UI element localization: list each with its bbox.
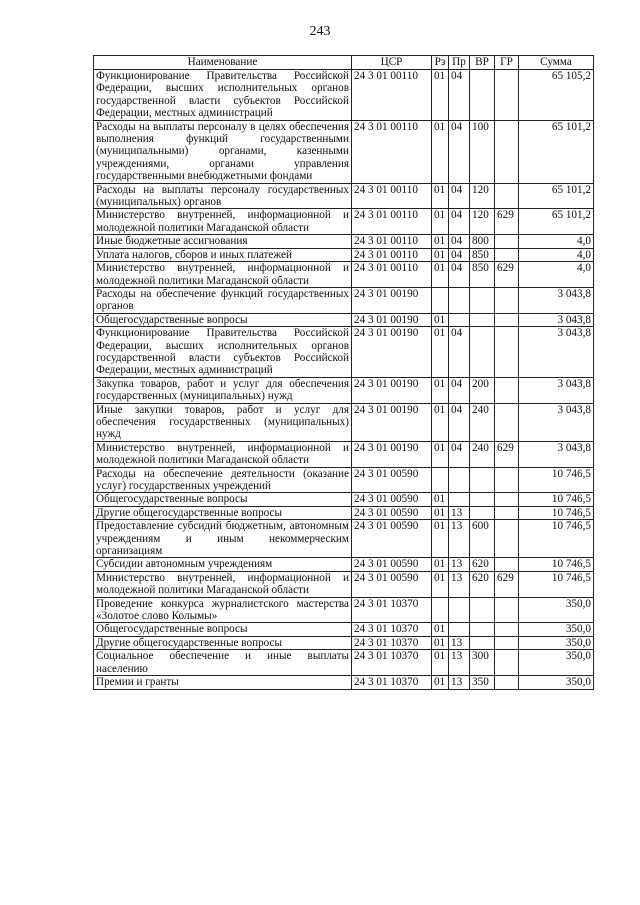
cell-sum: 3 043,8	[519, 287, 594, 313]
cell-csr: 24 3 01 00190	[352, 403, 432, 441]
cell-sum: 10 746,5	[519, 520, 594, 558]
cell-csr: 24 3 01 00110	[352, 70, 432, 121]
table-row	[94, 120, 594, 183]
cell-csr: 24 3 01 00590	[352, 506, 432, 519]
cell-pr: 04	[449, 403, 470, 441]
cell-vr: 600	[470, 520, 495, 558]
page-number: 243	[309, 24, 331, 39]
cell-vr	[470, 493, 495, 506]
cell-gr	[495, 650, 519, 676]
cell-sum: 10 746,5	[519, 467, 594, 493]
cell-name: Министерство внутренней, информационной и молодежной политики Магаданской области	[94, 441, 352, 467]
cell-gr	[495, 327, 519, 378]
cell-name: Другие общегосударственные вопросы	[94, 506, 352, 519]
cell-vr	[470, 636, 495, 649]
cell-rz	[432, 597, 449, 623]
cell-name: Иные бюджетные ассигнования	[94, 235, 352, 248]
cell-sum: 350,0	[519, 597, 594, 623]
cell-name: Проведение конкурса журналистского мастерства «Золотое слово Колымы»	[94, 597, 352, 623]
table-row	[94, 467, 594, 493]
cell-sum: 10 746,5	[519, 493, 594, 506]
cell-pr: 13	[449, 558, 470, 571]
cell-vr	[470, 327, 495, 378]
cell-gr: 629	[495, 571, 519, 597]
cell-name: Закупка товаров, работ и услуг для обеспечения государственных (муниципальных) нужд	[94, 377, 352, 403]
table-row	[94, 558, 594, 571]
cell-pr	[449, 493, 470, 506]
cell-gr: 629	[495, 441, 519, 467]
cell-sum: 65 101,2	[519, 183, 594, 209]
table-row	[94, 377, 594, 403]
cell-sum: 4,0	[519, 248, 594, 261]
cell-pr: 04	[449, 183, 470, 209]
cell-csr: 24 3 01 00110	[352, 248, 432, 261]
cell-vr: 240	[470, 403, 495, 441]
cell-name: Общегосударственные вопросы	[94, 623, 352, 636]
cell-name: Расходы на выплаты персоналу государственных (муниципальных) органов	[94, 183, 352, 209]
cell-vr: 120	[470, 209, 495, 235]
budget-table	[93, 55, 594, 690]
cell-vr: 850	[470, 262, 495, 288]
table-row	[94, 287, 594, 313]
cell-sum: 65 101,2	[519, 120, 594, 183]
cell-gr: 629	[495, 209, 519, 235]
cell-rz: 01	[432, 636, 449, 649]
cell-vr: 100	[470, 120, 495, 183]
cell-sum: 3 043,8	[519, 441, 594, 467]
cell-name: Функционирование Правительства Российской Федерации, высших исполнительных органов государственной власти субъектов Российской Федерации, местных администраций	[94, 70, 352, 121]
cell-name: Функционирование Правительства Российской Федерации, высших исполнительных органов государственной власти субъектов Российской Федерации, местных администраций	[94, 327, 352, 378]
cell-csr: 24 3 01 00190	[352, 377, 432, 403]
cell-rz: 01	[432, 403, 449, 441]
cell-vr	[470, 313, 495, 326]
cell-pr: 13	[449, 506, 470, 519]
cell-csr: 24 3 01 00110	[352, 120, 432, 183]
cell-pr	[449, 623, 470, 636]
table-row	[94, 313, 594, 326]
cell-gr	[495, 313, 519, 326]
cell-csr: 24 3 01 10370	[352, 650, 432, 676]
cell-rz	[432, 287, 449, 313]
cell-gr	[495, 183, 519, 209]
cell-name: Другие общегосударственные вопросы	[94, 636, 352, 649]
cell-gr	[495, 520, 519, 558]
cell-vr: 350	[470, 676, 495, 689]
cell-gr	[495, 506, 519, 519]
cell-sum: 350,0	[519, 623, 594, 636]
cell-gr	[495, 70, 519, 121]
cell-csr: 24 3 01 00190	[352, 441, 432, 467]
cell-vr: 240	[470, 441, 495, 467]
cell-name: Субсидии автономным учреждениям	[94, 558, 352, 571]
cell-gr	[495, 377, 519, 403]
cell-csr: 24 3 01 00110	[352, 209, 432, 235]
cell-vr	[470, 467, 495, 493]
cell-sum: 350,0	[519, 676, 594, 689]
cell-rz: 01	[432, 313, 449, 326]
cell-sum: 350,0	[519, 636, 594, 649]
table-row	[94, 248, 594, 261]
cell-gr	[495, 558, 519, 571]
cell-pr: 04	[449, 248, 470, 261]
cell-rz: 01	[432, 183, 449, 209]
cell-gr	[495, 403, 519, 441]
cell-name: Расходы на обеспечение функций государственных органов	[94, 287, 352, 313]
cell-rz: 01	[432, 262, 449, 288]
table-row	[94, 520, 594, 558]
cell-rz: 01	[432, 493, 449, 506]
cell-name: Расходы на обеспечение деятельности (оказание услуг) государственных учреждений	[94, 467, 352, 493]
header-gr: ГР	[495, 56, 519, 70]
cell-pr	[449, 313, 470, 326]
cell-gr	[495, 493, 519, 506]
table-row	[94, 327, 594, 378]
header-rz: Рз	[432, 56, 449, 70]
cell-csr: 24 3 01 00110	[352, 235, 432, 248]
header-sum: Сумма	[519, 56, 594, 70]
table-row	[94, 597, 594, 623]
cell-gr	[495, 248, 519, 261]
cell-csr: 24 3 01 00190	[352, 327, 432, 378]
table-row	[94, 262, 594, 288]
cell-csr: 24 3 01 10370	[352, 676, 432, 689]
table-row	[94, 571, 594, 597]
cell-rz: 01	[432, 70, 449, 121]
cell-sum: 4,0	[519, 262, 594, 288]
cell-gr	[495, 636, 519, 649]
table-row	[94, 636, 594, 649]
cell-pr: 13	[449, 571, 470, 597]
cell-rz: 01	[432, 441, 449, 467]
cell-sum: 65 101,2	[519, 209, 594, 235]
cell-vr: 620	[470, 558, 495, 571]
cell-name: Министерство внутренней, информационной и молодежной политики Магаданской области	[94, 209, 352, 235]
cell-pr	[449, 597, 470, 623]
cell-name: Министерство внутренней, информационной и молодежной политики Магаданской области	[94, 571, 352, 597]
cell-pr: 04	[449, 377, 470, 403]
cell-name: Иные закупки товаров, работ и услуг для обеспечения государственных (муниципальных) нужд	[94, 403, 352, 441]
cell-vr: 850	[470, 248, 495, 261]
cell-vr	[470, 506, 495, 519]
cell-pr: 13	[449, 650, 470, 676]
table-row	[94, 441, 594, 467]
cell-rz: 01	[432, 650, 449, 676]
cell-name: Общегосударственные вопросы	[94, 313, 352, 326]
cell-sum: 10 746,5	[519, 506, 594, 519]
cell-csr: 24 3 01 00590	[352, 558, 432, 571]
cell-vr: 620	[470, 571, 495, 597]
cell-sum: 10 746,5	[519, 571, 594, 597]
cell-pr: 04	[449, 120, 470, 183]
cell-name: Министерство внутренней, информационной и молодежной политики Магаданской области	[94, 262, 352, 288]
cell-csr: 24 3 01 10370	[352, 623, 432, 636]
cell-gr	[495, 235, 519, 248]
cell-name: Премии и гранты	[94, 676, 352, 689]
cell-csr: 24 3 01 00190	[352, 287, 432, 313]
cell-rz: 01	[432, 120, 449, 183]
cell-csr: 24 3 01 00590	[352, 467, 432, 493]
table-row	[94, 650, 594, 676]
header-pr: Пр	[449, 56, 470, 70]
cell-sum: 4,0	[519, 235, 594, 248]
cell-pr: 04	[449, 262, 470, 288]
cell-pr: 04	[449, 441, 470, 467]
cell-pr: 13	[449, 676, 470, 689]
cell-gr: 629	[495, 262, 519, 288]
cell-sum: 3 043,8	[519, 327, 594, 378]
cell-gr	[495, 287, 519, 313]
cell-name: Уплата налогов, сборов и иных платежей	[94, 248, 352, 261]
cell-gr	[495, 467, 519, 493]
cell-sum: 65 105,2	[519, 70, 594, 121]
header-name: Наименование	[94, 56, 352, 70]
cell-csr: 24 3 01 00590	[352, 493, 432, 506]
cell-gr	[495, 120, 519, 183]
cell-pr: 04	[449, 70, 470, 121]
cell-csr: 24 3 01 00190	[352, 313, 432, 326]
table-row	[94, 506, 594, 519]
table-row	[94, 235, 594, 248]
cell-vr	[470, 623, 495, 636]
table-row	[94, 70, 594, 121]
cell-pr: 13	[449, 636, 470, 649]
cell-rz: 01	[432, 235, 449, 248]
cell-pr: 13	[449, 520, 470, 558]
cell-vr	[470, 70, 495, 121]
table-row	[94, 623, 594, 636]
table-row	[94, 493, 594, 506]
cell-name: Расходы на выплаты персоналу в целях обеспечения выполнения функций государственными (муниципальными) органами, казенными учреждениями, органами управления государственными внебюджетными фондами	[94, 120, 352, 183]
cell-sum: 10 746,5	[519, 558, 594, 571]
table-row	[94, 403, 594, 441]
cell-rz: 01	[432, 558, 449, 571]
cell-csr: 24 3 01 10370	[352, 636, 432, 649]
cell-vr: 800	[470, 235, 495, 248]
cell-vr: 120	[470, 183, 495, 209]
cell-rz: 01	[432, 327, 449, 378]
cell-pr: 04	[449, 327, 470, 378]
cell-name: Предоставление субсидий бюджетным, автономным учреждениям и иным некоммерческим организациям	[94, 520, 352, 558]
cell-rz: 01	[432, 377, 449, 403]
cell-vr: 300	[470, 650, 495, 676]
cell-name: Общегосударственные вопросы	[94, 493, 352, 506]
cell-vr: 200	[470, 377, 495, 403]
cell-vr	[470, 597, 495, 623]
table-row	[94, 209, 594, 235]
table-row	[94, 676, 594, 689]
table-header-row	[94, 56, 594, 70]
cell-rz: 01	[432, 676, 449, 689]
cell-rz: 01	[432, 248, 449, 261]
cell-pr	[449, 467, 470, 493]
cell-csr: 24 3 01 00110	[352, 183, 432, 209]
cell-csr: 24 3 01 00110	[352, 262, 432, 288]
cell-rz: 01	[432, 571, 449, 597]
cell-sum: 350,0	[519, 650, 594, 676]
cell-pr: 04	[449, 209, 470, 235]
header-csr: ЦСР	[352, 56, 432, 70]
cell-name: Социальное обеспечение и иные выплаты населению	[94, 650, 352, 676]
cell-gr	[495, 676, 519, 689]
cell-vr	[470, 287, 495, 313]
cell-csr: 24 3 01 10370	[352, 597, 432, 623]
cell-rz: 01	[432, 623, 449, 636]
header-vr: ВР	[470, 56, 495, 70]
cell-csr: 24 3 01 00590	[352, 571, 432, 597]
cell-rz: 01	[432, 209, 449, 235]
table-body	[94, 70, 594, 690]
cell-csr: 24 3 01 00590	[352, 520, 432, 558]
cell-pr: 04	[449, 235, 470, 248]
table-row	[94, 183, 594, 209]
cell-sum: 3 043,8	[519, 313, 594, 326]
cell-rz: 01	[432, 506, 449, 519]
cell-sum: 3 043,8	[519, 377, 594, 403]
cell-sum: 3 043,8	[519, 403, 594, 441]
cell-rz: 01	[432, 520, 449, 558]
cell-rz	[432, 467, 449, 493]
cell-gr	[495, 597, 519, 623]
cell-gr	[495, 623, 519, 636]
cell-pr	[449, 287, 470, 313]
